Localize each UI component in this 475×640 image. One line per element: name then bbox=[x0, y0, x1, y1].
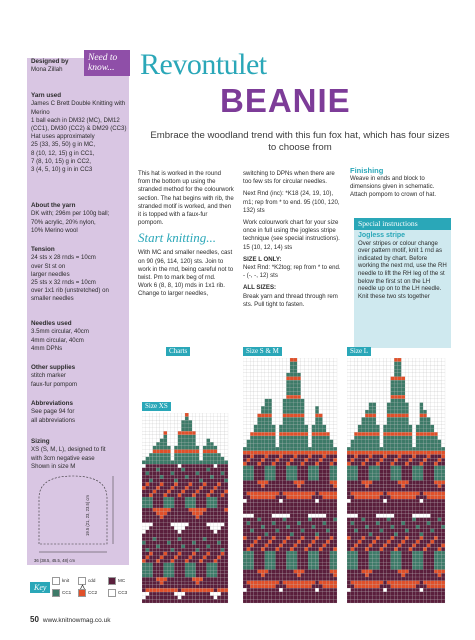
special-instructions-box bbox=[354, 218, 451, 348]
tension-heading: Tension bbox=[31, 246, 55, 254]
all-sizes-heading: ALL SIZES: bbox=[243, 284, 277, 292]
col2-p3: Work colourwork chart for your size once in full using the jogless stripe technique (see special instructions). 15 (10, 12, 14) sts bbox=[243, 219, 340, 251]
yarn-heading: Yarn used bbox=[31, 92, 62, 100]
supplies-block bbox=[31, 356, 127, 389]
start-knitting-body: With MC and smaller needles, cast on 90 (96, 114, 120) sts. Join to work in the rnd, being careful not to twist. Pm to mark beg of rnd. Work 6 (8, 8, 10) rnds in 1x1 rib. Change to larger needles, bbox=[138, 249, 234, 298]
cc3-swatch bbox=[108, 589, 116, 597]
column-3 bbox=[350, 166, 450, 204]
sizing-block bbox=[31, 430, 127, 471]
about-body: DK with; 296m per 100g ball; 70% acrylic, 20% nylon, 10% Merino wool bbox=[31, 210, 110, 234]
needles-block bbox=[31, 312, 127, 353]
title-line1: Revontulet bbox=[140, 48, 267, 81]
need-to-know-tag: Need to know... bbox=[84, 50, 130, 76]
special-heading: Special instructions bbox=[354, 218, 451, 230]
size-l-heading: SIZE L ONLY: bbox=[243, 255, 282, 263]
special-body: Over stripes or colour change over pattern motif, knit 1 rnd as indicated by chart. Before working the next rnd, use the RH needle to lift the RH leg of the st below the first st on the LH needle up on to the LH needle. Knit these two sts together bbox=[358, 239, 447, 300]
designer-heading: Designed by bbox=[31, 58, 69, 65]
cdd-symbol-icon bbox=[78, 577, 86, 585]
column-1 bbox=[138, 170, 234, 303]
finishing-heading: Finishing bbox=[350, 166, 384, 175]
needles-heading: Needles used bbox=[31, 320, 72, 328]
about-heading: About the yarn bbox=[31, 202, 76, 210]
column-2 bbox=[243, 170, 343, 313]
chart-l bbox=[347, 358, 451, 609]
size-l-label: Size L bbox=[347, 347, 371, 356]
size-xs-label: Size XS bbox=[142, 402, 171, 411]
sizing-heading: Sizing bbox=[31, 438, 50, 446]
tension-body: 24 sts x 28 rnds = 10cm over St st on larger needles 25 sts x 32 rnds = 10cm over 1x1 rib (unstretched) on smaller needles bbox=[31, 254, 109, 303]
chart-cells bbox=[243, 358, 337, 603]
cc3-label: CC3 bbox=[118, 590, 128, 595]
intro-text: This hat is worked in the round from the bottom up using the stranded method for the colourwork section. The hat begins with rib, the stranded motif is worked, and then it is topped with a faux-fur pompom. bbox=[138, 170, 234, 227]
size-l-body: Next Rnd: *K2tog; rep from * to end. - (-, -, 12) sts bbox=[243, 264, 341, 280]
schematic-width-label: 36 (38.5, 45.5, 48) cm bbox=[34, 558, 75, 563]
abbr-body: See page 94 for all abbreviations bbox=[31, 408, 76, 424]
cc2-swatch bbox=[78, 589, 86, 597]
jogless-heading: Jogless stripe bbox=[358, 232, 406, 239]
chart-cells bbox=[142, 413, 228, 603]
title-line2: BEANIE bbox=[220, 82, 351, 119]
mc-swatch bbox=[108, 577, 116, 585]
special-body-wrap bbox=[354, 230, 451, 302]
yarn-block bbox=[31, 84, 127, 174]
schematic-height-label: 19.5 (21, 23, 23.5) cm bbox=[85, 495, 90, 536]
supplies-body: stitch marker faux-fur pompom bbox=[31, 372, 78, 388]
cc2-label: CC2 bbox=[88, 590, 98, 595]
finishing-body: Weave in ends and block to dimensions given in schematic. Attach pompom to crown of hat. bbox=[350, 175, 437, 199]
knit-swatch bbox=[52, 577, 60, 585]
tension-block bbox=[31, 238, 127, 304]
mc-label: MC bbox=[118, 578, 126, 583]
knit-label: knit bbox=[62, 578, 70, 583]
info-sidebar bbox=[27, 58, 129, 565]
chart-xs bbox=[142, 413, 234, 609]
about-yarn-block bbox=[31, 194, 127, 235]
col2-p1: switching to DPNs when there are too few sts for circular needles. bbox=[243, 170, 335, 186]
all-sizes-body: Break yarn and thread through rem sts. Pull tight to fasten. bbox=[243, 292, 338, 308]
charts-label: Charts bbox=[166, 347, 190, 356]
chart-cells bbox=[347, 358, 445, 603]
needles-body: 3.5mm circular, 40cm 4mm circular, 40cm 4mm DPNs bbox=[31, 328, 89, 352]
key-label: Key bbox=[30, 582, 50, 593]
footer bbox=[30, 615, 110, 624]
size-sm-label: Size S & M bbox=[243, 347, 282, 356]
hat-schematic bbox=[33, 468, 127, 558]
page-number: 50 bbox=[30, 615, 39, 624]
start-knitting-heading: Start knitting... bbox=[138, 230, 216, 246]
footer-url: www.knitnowmag.co.uk bbox=[42, 617, 111, 624]
cc1-label: CC1 bbox=[62, 590, 72, 595]
abbreviations-block bbox=[31, 392, 127, 425]
chart-s-m bbox=[243, 358, 343, 609]
yarn-body: James C Brett Double Knitting with Merino 1 ball each in DM32 (MC), DM12 (CC1), DM30 (CC2) & DM29 (CC3) Hat uses approximately 25 (33, 35, 50) g in MC, 8 (10, 12, 15) g in CC1, 7 (8, 10, 15) g in CC2, 3 (4, 5, 10) g in in CC3 bbox=[31, 100, 127, 174]
abbr-heading: Abbreviations bbox=[31, 400, 73, 408]
cc1-swatch bbox=[52, 589, 60, 597]
cdd-label: cdd bbox=[88, 578, 96, 583]
designer-name: Mona Zillah bbox=[31, 66, 63, 74]
key-panel bbox=[52, 577, 134, 605]
sizing-body: XS (S, M, L), designed to fit with 3cm negative ease Shown in size M bbox=[31, 446, 106, 470]
col2-p2: Next Rnd (inc): *K18 (24, 19, 10), m1; rep from * to end. 95 (100, 120, 132) sts bbox=[243, 190, 340, 214]
standfirst: Embrace the woodland trend with this fun fox hat, which has four sizes to choose from bbox=[150, 130, 450, 153]
supplies-heading: Other supplies bbox=[31, 364, 76, 372]
